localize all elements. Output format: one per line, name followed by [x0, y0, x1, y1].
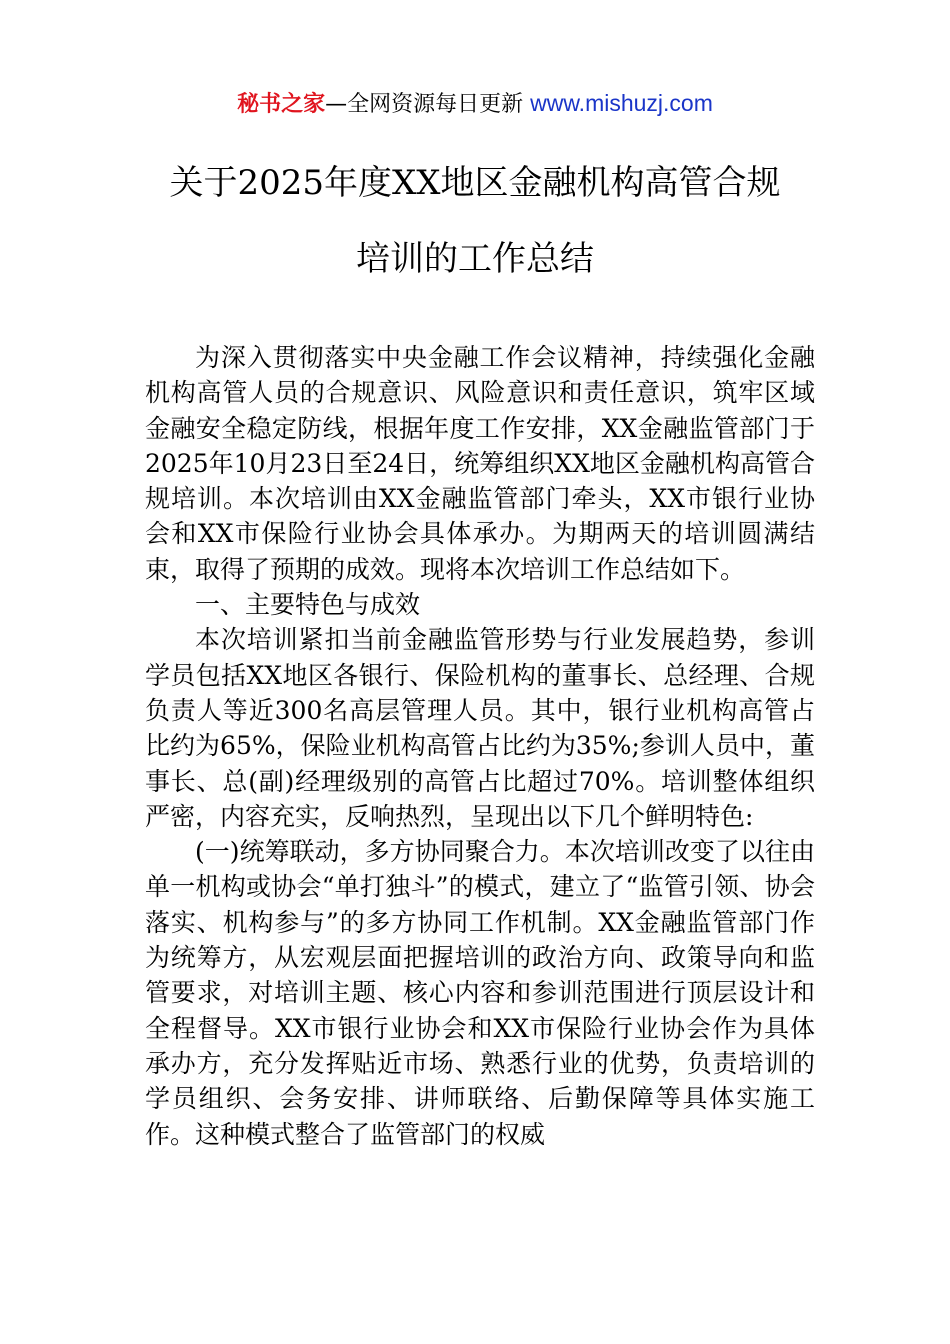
document-body [145, 340, 815, 1152]
site-brand: 秘书之家 [237, 92, 326, 117]
title-line-1: 关于2025年度XX地区金融机构高管合规 [169, 163, 781, 203]
site-url-link[interactable]: www.mishuzj.com [530, 90, 713, 116]
title-line-2: 培训的工作总结 [356, 239, 594, 279]
paragraph-overview: 本次培训紧扣当前金融监管形势与行业发展趋势，参训学员包括XX地区各银行、保险机构的董事长、总经理、合规负责人等近300名高层管理人员。其中，银行业机构高管占比约为65%，保险业机构高管占比约为35%;参训人员中，董事长、总(副)经理级别的高管占比超过70%。培训整体组织严密，内容充实，反响热烈，呈现出以下几个鲜明特色: [145, 625, 815, 831]
section-heading: 一、主要特色与成效 [195, 590, 421, 620]
document-title [100, 158, 850, 284]
site-slogan: —全网资源每日更新 [325, 92, 524, 117]
paragraph-feature-1: (一)统筹联动，多方协同聚合力。本次培训改变了以往由单一机构或协会“单打独斗”的模式，建立了“监管引领、协会落实、机构参与”的多方协同工作机制。XX金融监管部门作为统筹方，从宏观层面把握培训的政治方向、政策导向和监管要求，对培训主题、核心内容和参训范围进行顶层设计和全程督导。XX市银行业协会和XX市保险行业协会作为具体承办方，充分发挥贴近市场、熟悉行业的优势，负责培训的学员组织、会务安排、讲师联络、后勤保障等具体实施工作。这种模式整合了监管部门的权威 [145, 837, 815, 1149]
paragraph-intro: 为深入贯彻落实中央金融工作会议精神，持续强化金融机构高管人员的合规意识、风险意识和责任意识，筑牢区域金融安全稳定防线，根据年度工作安排，XX金融监管部门于2025年10月23日至24日，统筹组织XX地区金融机构高管合规培训。本次培训由XX金融监管部门牵头，XX市银行业协会和XX市保险行业协会具体承办。为期两天的培训圆满结束，取得了预期的成效。现将本次培训工作总结如下。 [145, 343, 815, 584]
site-header [0, 86, 950, 122]
